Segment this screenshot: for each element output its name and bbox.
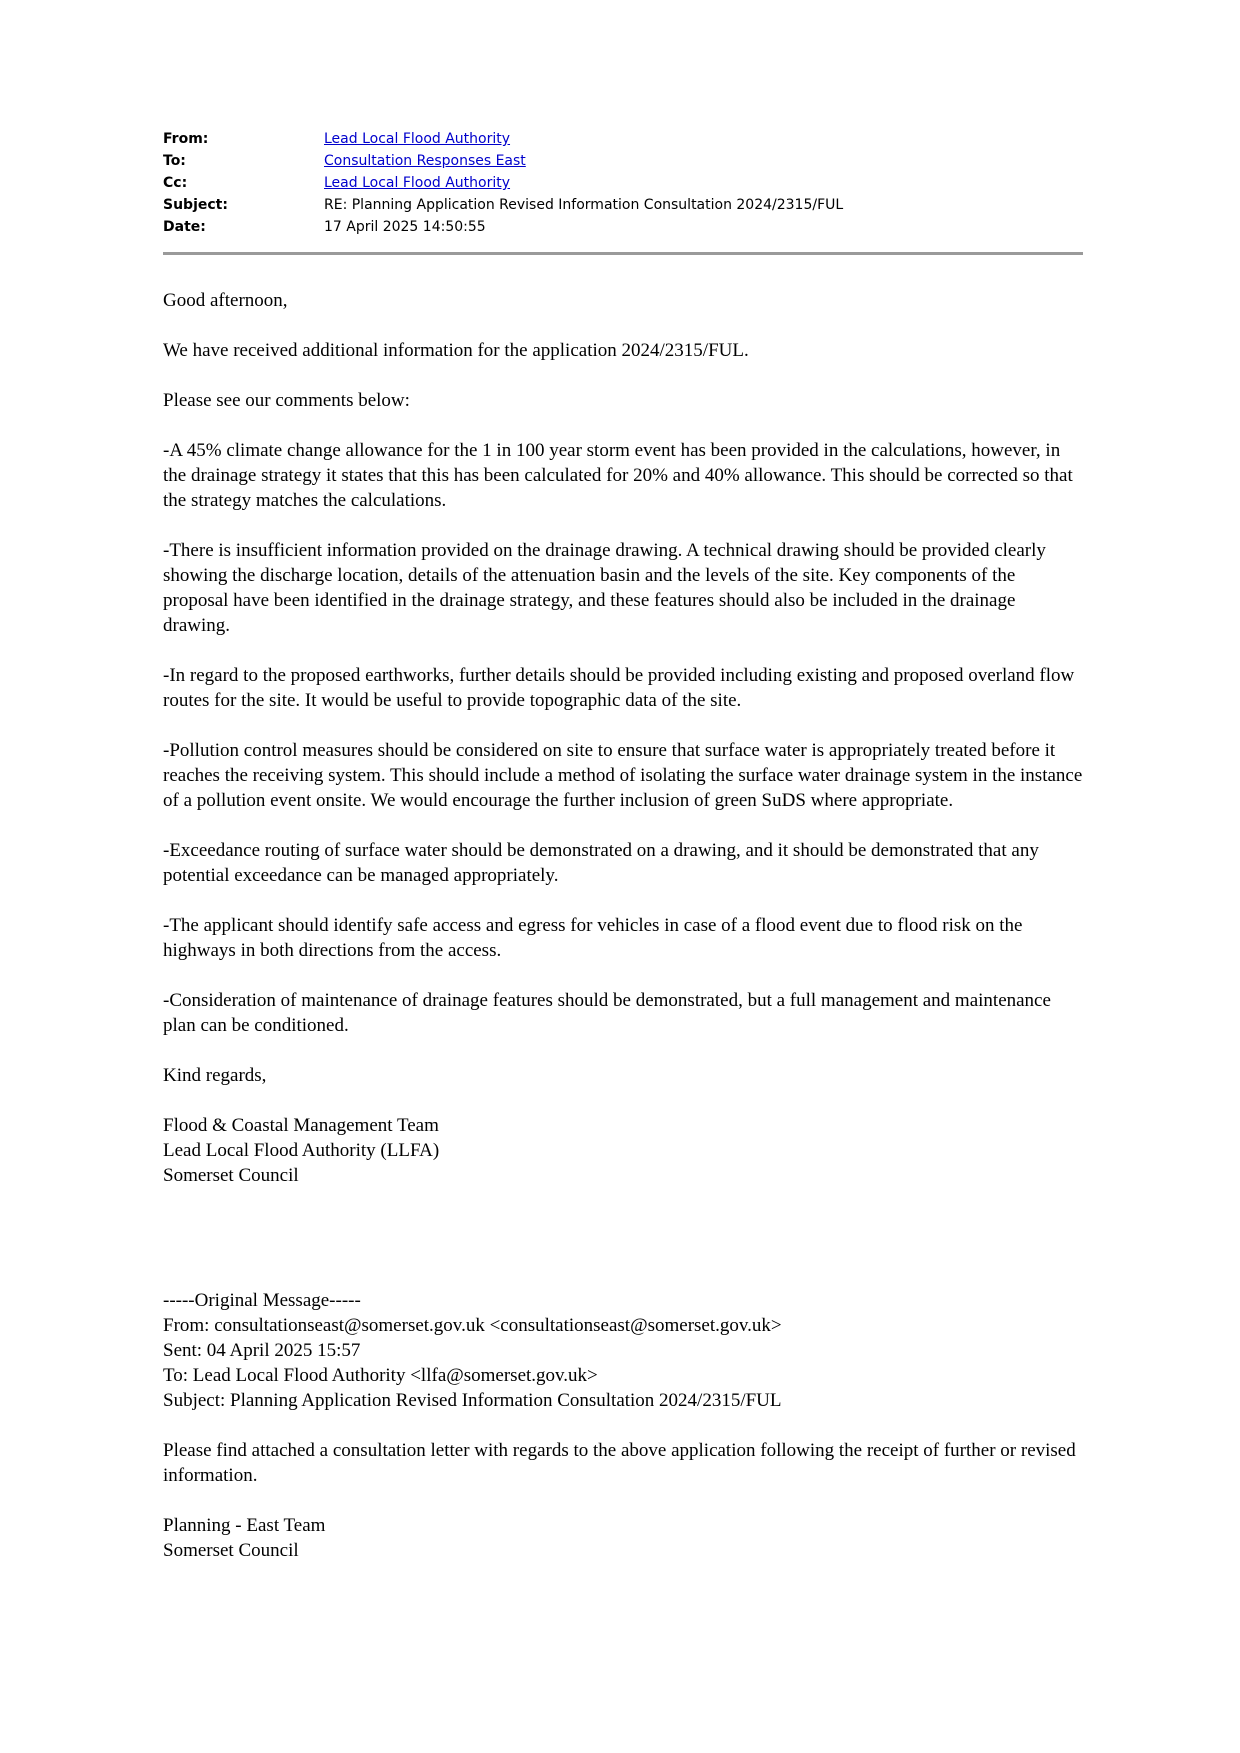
original-signature-line: Planning - East Team bbox=[163, 1515, 326, 1536]
comment-paragraph: -Exceedance routing of surface water should be demonstrated on a drawing, and it should be demonstrated that any potential exceedance can be managed appropriately. bbox=[163, 840, 1039, 886]
original-signature-line: Somerset Council bbox=[163, 1540, 299, 1561]
cc-label: Cc: bbox=[163, 175, 188, 191]
subject-value: RE: Planning Application Revised Information Consultation 2024/2315/FUL bbox=[324, 197, 844, 213]
signature-line: Somerset Council bbox=[163, 1165, 299, 1186]
original-to: To: Lead Local Flood Authority <llfa@somerset.gov.uk> bbox=[163, 1365, 598, 1386]
original-subject: Subject: Planning Application Revised Information Consultation 2024/2315/FUL bbox=[163, 1390, 782, 1411]
email-page bbox=[163, 128, 1083, 1588]
comment-paragraph: -The applicant should identify safe access and egress for vehicles in case of a flood event due to flood risk on the highways in both directions from the access. bbox=[163, 915, 1023, 961]
signature-line: Flood & Coastal Management Team bbox=[163, 1115, 439, 1136]
comment-paragraph: -Pollution control measures should be considered on site to ensure that surface water is appropriately treated before it reaches the receiving system. This should include a method of isolating the surface water drainage system in the instance of a pollution event onsite. We would encourage the further inclusion of green SuDS where appropriate. bbox=[163, 740, 1083, 811]
cc-link[interactable]: Lead Local Flood Authority bbox=[324, 175, 511, 191]
comment-paragraph: -Consideration of maintenance of drainage features should be demonstrated, but a full management and maintenance plan can be conditioned. bbox=[163, 990, 1051, 1036]
original-sent: Sent: 04 April 2025 15:57 bbox=[163, 1340, 361, 1361]
comment-paragraph: -A 45% climate change allowance for the 1 in 100 year storm event has been provided in the calculations, however, in the drainage strategy it states that this has been calculated for 20% and 40% allowance. This should be corrected so that the strategy matches the calculations. bbox=[163, 440, 1073, 511]
comment-paragraph: -In regard to the proposed earthworks, further details should be provided including existing and proposed overland flow routes for the site. It would be useful to provide topographic data of the site. bbox=[163, 665, 1075, 711]
intro-paragraph: We have received additional information for the application 2024/2315/FUL. bbox=[163, 340, 749, 361]
see-comments-paragraph: Please see our comments below: bbox=[163, 390, 410, 411]
subject-label: Subject: bbox=[163, 197, 228, 213]
from-label: From: bbox=[163, 131, 209, 147]
signature-line: Lead Local Flood Authority (LLFA) bbox=[163, 1140, 440, 1161]
date-label: Date: bbox=[163, 219, 206, 235]
original-signature-block bbox=[163, 1513, 1083, 1563]
original-from: From: consultationseast@somerset.gov.uk <consultationseast@somerset.gov.uk> bbox=[163, 1315, 782, 1336]
email-header bbox=[163, 128, 1083, 238]
from-link[interactable]: Lead Local Flood Authority bbox=[324, 131, 511, 147]
header-divider bbox=[163, 252, 1083, 255]
original-message-body: Please find attached a consultation letter with regards to the above application following the receipt of further or revised information. bbox=[163, 1440, 1076, 1486]
original-message-header bbox=[163, 1288, 1083, 1413]
greeting: Good afternoon, bbox=[163, 290, 288, 311]
signature-block bbox=[163, 1113, 1083, 1188]
closing: Kind regards, bbox=[163, 1065, 267, 1086]
to-link[interactable]: Consultation Responses East bbox=[324, 153, 526, 169]
original-separator: -----Original Message----- bbox=[163, 1290, 361, 1311]
comment-paragraph: -There is insufficient information provided on the drainage drawing. A technical drawing should be provided clearly showing the discharge location, details of the attenuation basin and the levels of the site. Key components of the proposal have been identified in the drainage strategy, and these features should also be included in the drainage drawing. bbox=[163, 540, 1046, 636]
email-body bbox=[163, 288, 1083, 1563]
date-value: 17 April 2025 14:50:55 bbox=[324, 219, 486, 235]
to-label: To: bbox=[163, 153, 186, 169]
